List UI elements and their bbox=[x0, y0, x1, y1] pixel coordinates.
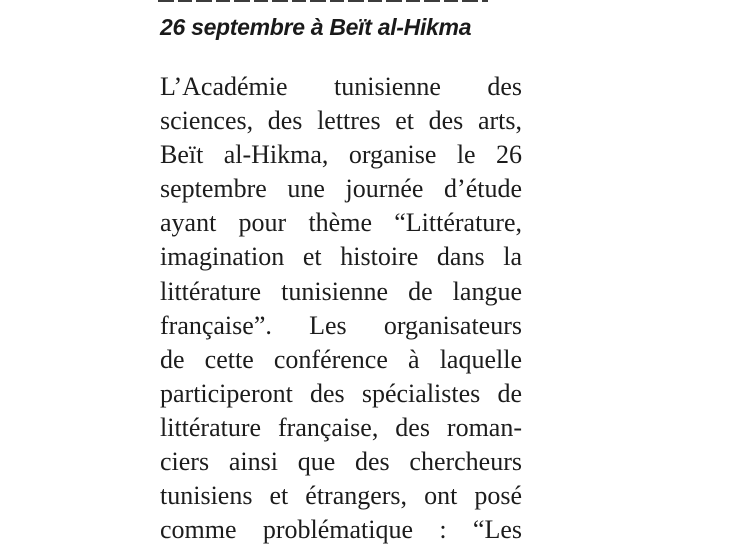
article-subheadline: 26 septembre à Beït al-Hikma bbox=[160, 14, 472, 40]
body-line: comme problématique : “Les bbox=[160, 515, 522, 545]
body-line: tunisiens et étrangers, ont posé bbox=[160, 481, 522, 511]
body-line: Beït al-Hikma, organise le 26 bbox=[160, 140, 522, 170]
headline-cropped-ink bbox=[158, 0, 488, 2]
body-line: imagination et histoire dans la bbox=[160, 242, 522, 272]
body-line: littérature tunisienne de langue bbox=[160, 276, 522, 306]
body-line: L’Académie tunisienne des bbox=[160, 72, 522, 101]
body-line: littérature française, des roman- bbox=[160, 412, 522, 442]
body-line: de cette conférence à laquelle bbox=[160, 344, 522, 374]
body-line: ciers ainsi que des chercheurs bbox=[160, 447, 522, 477]
headline-cropped bbox=[158, 0, 488, 4]
body-line: sciences, des lettres et des arts, bbox=[160, 106, 522, 136]
body-line: participeront des spécialistes de bbox=[160, 378, 522, 408]
body-line: septembre une journée d’étude bbox=[160, 174, 522, 204]
body-line: française”. Les organisateurs bbox=[160, 310, 522, 340]
body-line: ayant pour thème “Littérature, bbox=[160, 208, 522, 238]
article-body bbox=[160, 70, 522, 547]
